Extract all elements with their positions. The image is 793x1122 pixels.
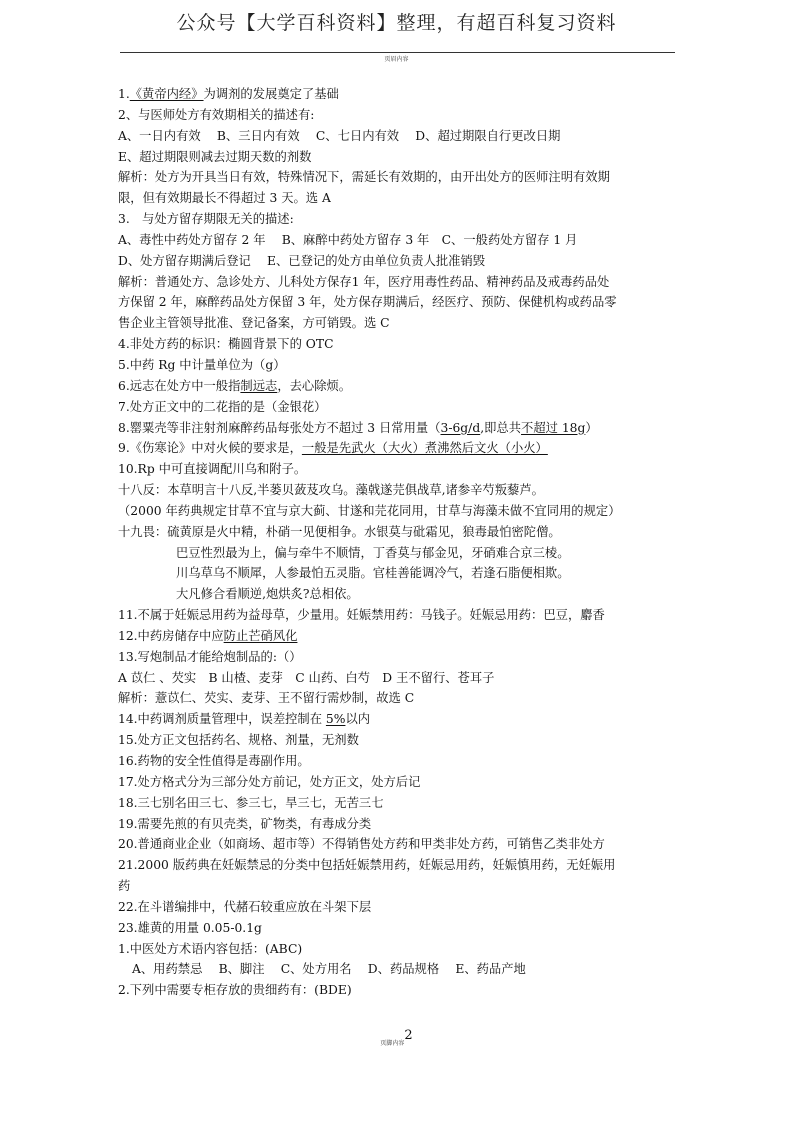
text-line: 十八反：本草明言十八反,半蒌贝蔹芨攻乌。藻戟遂芫俱战草,诸参辛芍叛藜芦。 [118, 483, 544, 498]
text-line: 17.处方格式分为三部分处方前记，处方正文，处方后记 [118, 774, 421, 789]
underlined-text: 一般是先武火（大火）煮沸然后文火（小火） [301, 441, 548, 456]
text-line: 2.下列中需要专柜存放的贵细药有：(BDE) [118, 983, 352, 998]
text-line [118, 709, 688, 730]
text-line: 15.处方正文包括药名、规格、剂量，无剂数 [118, 733, 359, 748]
underlined-text: 《黄帝内经》 [129, 87, 204, 101]
text-line: 1.中医处方术语内容包括：(ABC) [118, 941, 303, 956]
text-line: A、用药禁忌 B、脚注 C、处方用名 D、药品规格 E、药品产地 [132, 962, 526, 977]
line-text: ，去心除烦。 [277, 378, 352, 393]
text-line: 药 [118, 879, 131, 894]
text-line: 限，但有效期最长不得超过 3 天。选 A [118, 191, 331, 206]
underlined-text: 不超过 18g [521, 420, 586, 435]
text-line: A、毒性中药处方留存 2 年 B、麻醉中药处方留存 3 年 C、一般药处方留存 1 月 [118, 232, 578, 247]
page-number: 2 [404, 1028, 413, 1043]
text-line: 5.中药 Rg 中计量单位为（g） [118, 357, 286, 372]
line-text: 12.中药房储存中应 [118, 628, 224, 643]
text-line: A、一日内有效 B、三日内有效 C、七日内有效 D、超过期限自行更改日期 [118, 128, 561, 143]
line-number: 1. [118, 87, 130, 101]
line-text: 8.罂粟壳等非注射剂麻醉药品每张处方不超过 3 日常用量（ [118, 420, 441, 435]
text-line: 7.处方正文中的二花指的是（金银花） [118, 399, 327, 414]
text-line: 11.不属于妊娠忌用药为益母草，少量用。妊娠禁用药：马钱子。妊娠忌用药：巴豆，麝香 [118, 608, 605, 623]
text-line [118, 376, 688, 397]
header-divider [120, 52, 675, 53]
text-line: 22.在斗谱编排中，代赭石较重应放在斗架下层 [118, 899, 372, 914]
text-line: 3. 与处方留存期限无关的描述: [118, 212, 294, 227]
text-line: 10.Rp 中可直接调配川乌和附子。 [118, 462, 307, 477]
text-line: 解析：薏苡仁、芡实、麦芽、王不留行需炒制，故选 C [118, 691, 415, 706]
underlined-text: 5% [325, 712, 346, 727]
text-line: 19.需要先煎的有贝壳类，矿物类，有毒成分类 [118, 816, 372, 831]
line-text: ） [585, 420, 598, 435]
underlined-text: 制远志 [240, 378, 278, 393]
page-footer [0, 1030, 793, 1049]
text-line: 巴豆性烈最为上，偏与牵牛不顺情，丁香莫与郁金见，牙硝难合京三棱。 [176, 545, 570, 560]
text-line: 方保留 2 年，麻醉药品处方保留 3 年，处方保存期满后，经医疗、预防、保健机构或药品零 [118, 295, 617, 310]
document-body [118, 84, 688, 1001]
line-text: ,即总共 [480, 420, 522, 435]
text-line [118, 418, 688, 439]
text-line: 23.雄黄的用量 0.05-0.1g [118, 920, 262, 935]
line-text: 14.中药调剂质量管理中，误差控制在 [118, 712, 326, 727]
text-line [118, 84, 688, 105]
line-text: 9.《伤寒论》中对火候的要求是， [118, 441, 302, 456]
text-line: E、超过期限则减去过期天数的剂数 [118, 149, 312, 164]
line-text: 以内 [345, 712, 371, 727]
text-line: 20.普通商业企业（如商场、超市等）不得销售处方药和甲类非处方药，可销售乙类非处方 [118, 837, 605, 852]
text-line: 13.写炮制品才能给炮制品的:（） [118, 649, 302, 664]
text-line [118, 626, 688, 647]
text-line: A 苡仁 、芡实 B 山楂、麦芽 C 山药、白芍 D 王不留行、苍耳子 [118, 670, 495, 685]
text-line: 16.药物的安全性值得是毒副作用。 [118, 754, 310, 768]
text-line: D、处方留存期满后登记 E、已登记的处方由单位负责人批准销毁 [118, 253, 486, 268]
underlined-text: 防止芒硝风化 [223, 628, 298, 643]
header-label: 页眉内容 [384, 56, 409, 63]
text-line: 川乌草乌不顺犀，人参最怕五灵脂。官桂善能调冷气，若逢石脂便相欺。 [176, 566, 570, 581]
text-line: 解析：普通处方、急诊处方、儿科处方保存1 年，医疗用毒性药品、精神药品及戒毒药品处 [118, 274, 610, 289]
line-text: 6.远志在处方中一般指 [118, 378, 241, 393]
text-line: （2000 年药典规定甘草不宜与京大蓟、甘遂和芫花同用，甘草与海藻未做不宜同用的规定） [118, 503, 621, 518]
text-line: 售企业主管领导批准、登记备案，方可销毁。选 C [118, 316, 390, 331]
text-line: 十九畏：硫黄原是火中精，朴硝一见便相争。水银莫与砒霜见，狼毒最怕密陀僧。 [118, 524, 561, 539]
text-line: 18.三七别名田三七、参三七，旱三七，无苦三七 [118, 795, 384, 810]
text-line: 2、与医师处方有效期相关的描述有: [118, 107, 315, 122]
text-line: 4.非处方药的标识：椭圆背景下的 OTC [118, 337, 334, 352]
text-line [118, 438, 688, 459]
text-line: 21.2000 版药典在妊娠禁忌的分类中包括妊娠禁用药，妊娠忌用药，妊娠慎用药，无妊娠用 [118, 858, 616, 873]
document-title: 公众号【大学百科资料】整理，有超百科复习资料 [176, 12, 617, 34]
text-line: 解析：处方为开具当日有效，特殊情况下，需延长有效期的，由开出处方的医师注明有效期 [118, 170, 610, 185]
footer-label: 页脚内容 [380, 1040, 405, 1047]
line-text: 为调剂的发展奠定了基础 [203, 87, 339, 101]
text-line: 大凡修合看顺逆,炮烘炙?总相依。 [176, 587, 359, 602]
underlined-text: 3-6g/d [440, 420, 481, 435]
